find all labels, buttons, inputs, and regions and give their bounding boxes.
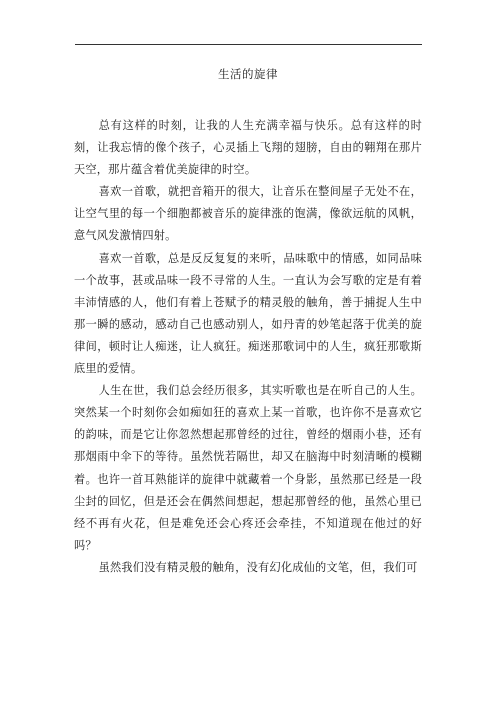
paragraph-5: 虽然我们没有精灵般的触角，没有幻化成仙的文笔，但，我们可	[98, 560, 418, 574]
header-rule	[75, 44, 422, 45]
page-title: 生活的旋律	[218, 67, 278, 81]
paragraph-1: 总有这样的时刻，让我的人生充满幸福与快乐。总有这样的时刻，让我忘情的像个孩子，心灵插上飞翔的翅膀，自由的翱翔在那片天空，那片蕴含着优美旋律的时空。	[74, 119, 422, 177]
article-body	[74, 115, 422, 579]
paragraph-3: 喜欢一首歌，总是反反复复的来听，品味歌中的情感，如同品味一个故事，甚或品味一段不寻常的人生。一直认为会写歌的定是有着丰沛情感的人，他们有着上苍赋予的精灵般的触角，善于捕捉人生中那一瞬的感动，感动自己也感动别人，如丹青的妙笔起落于优美的旋律间，顿时让人痴迷，让人疯狂。痴迷那歌词中的人生，疯狂那歌斯底里的爱情。	[74, 251, 422, 376]
paragraph-4: 人生在世，我们总会经历很多，其实听歌也是在听自己的人生。突然某一个时刻你会如痴如狂的喜欢上某一首歌，也许你不是喜欢它的韵味，而是它让你忽然想起那曾经的过往，曾经的烟雨小巷，还有那烟雨中伞下的等待。虽然恍若隔世，却又在脑海中时刻清晰的模糊着。也许一首耳熟能详的旋律中就藏着一个身影，虽然那已经是一段尘封的回忆，但是还会在偶然间想起，想起那曾经的他，虽然心里已经不再有火花，但是难免还会心疼还会牵挂，不知道现在他过的好吗？	[74, 384, 422, 552]
paragraph-2: 喜欢一首歌，就把音箱开的很大，让音乐在整间屋子无处不在，让空气里的每一个细胞都被音乐的旋律涨的饱满，像欲远航的风帆，意气风发激情四射。	[74, 185, 422, 243]
